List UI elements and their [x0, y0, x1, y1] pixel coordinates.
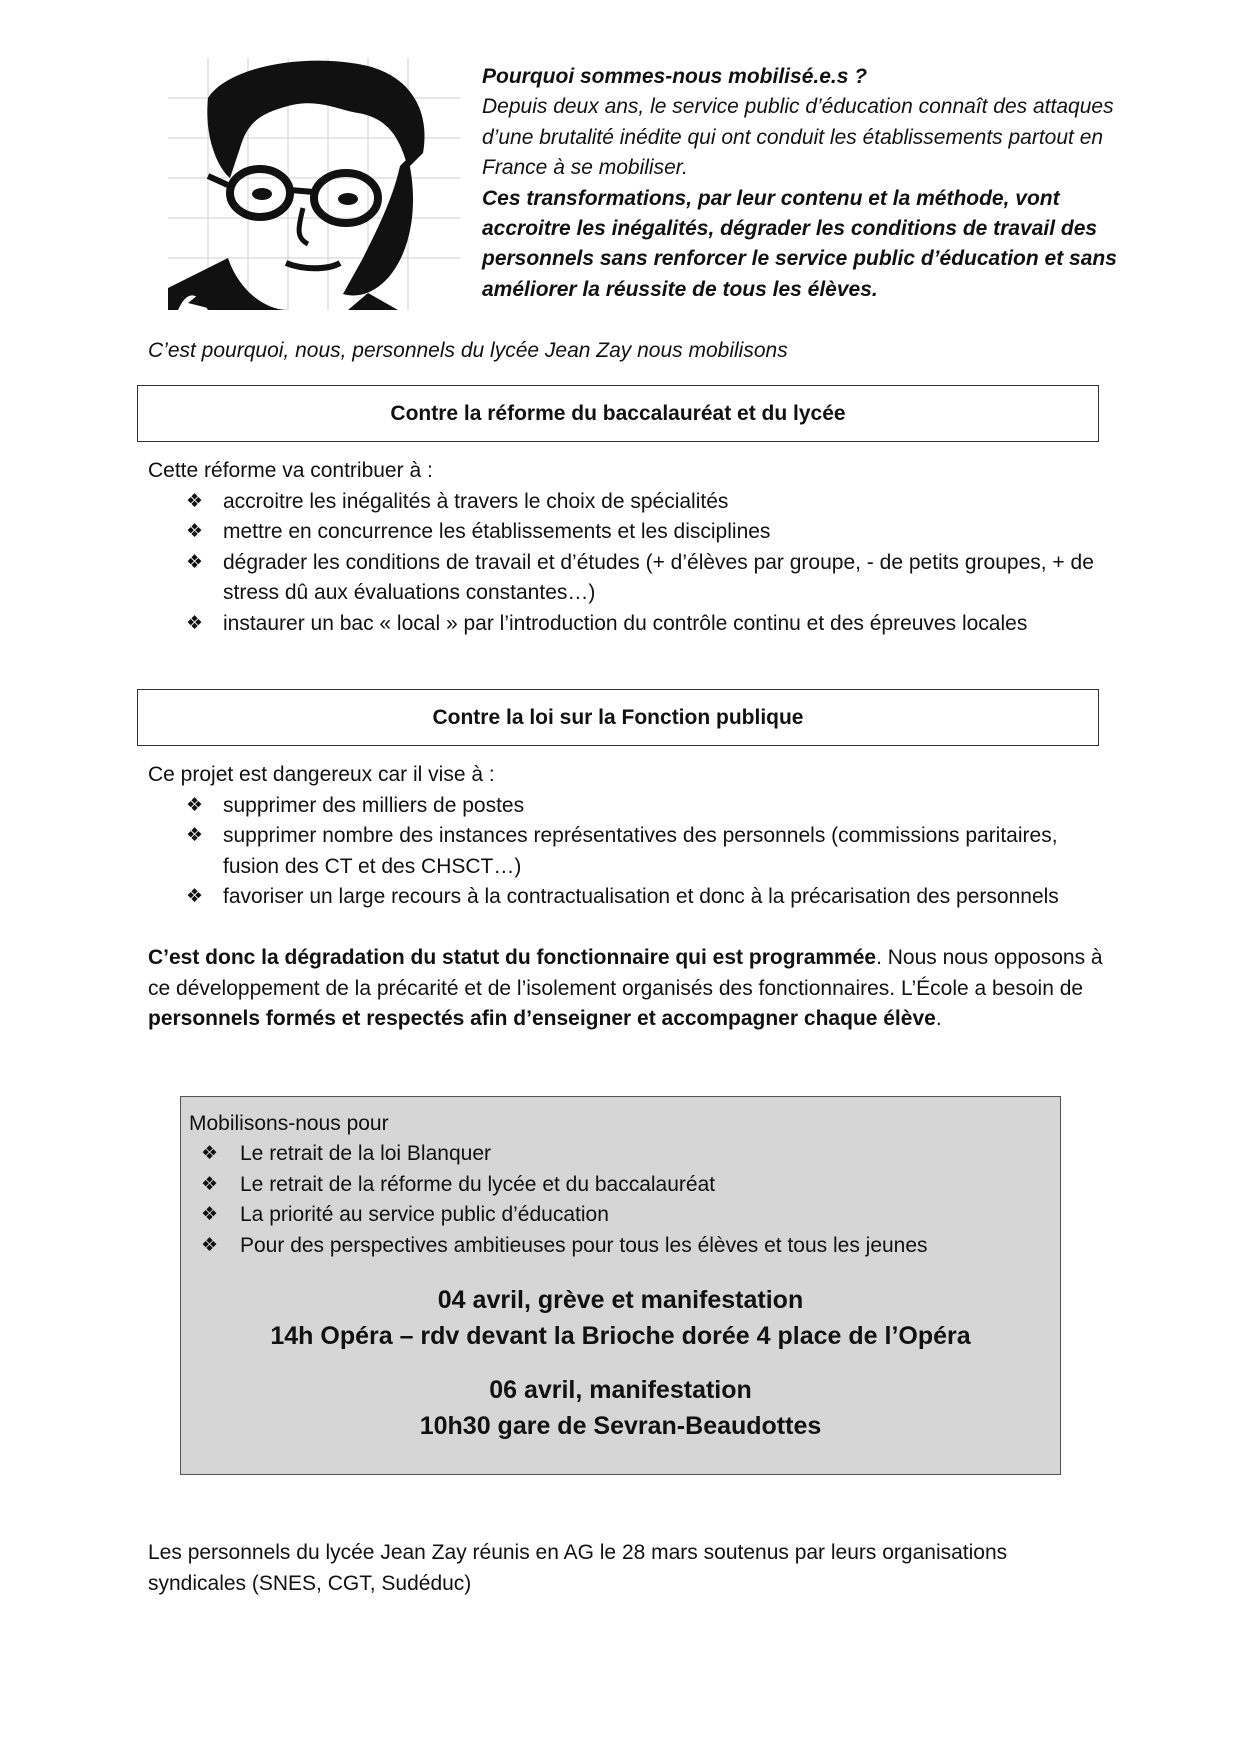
section-fonction-publique-body [148, 760, 1108, 913]
conclusion-text-1: . Nous nous opposons à ce développement de la précarité et de l’isolement organisés des fonctionnaires. L’École a besoin de [148, 946, 1103, 1000]
diamond-bullet-icon: ❖ [201, 1234, 219, 1256]
list-item: ❖ instaurer un bac « local » par l’introduction du contrôle continu et des épreuves locales [186, 609, 1108, 640]
section-title-fonction-publique: Contre la loi sur la Fonction publique [137, 689, 1099, 746]
diamond-bullet-icon: ❖ [186, 825, 204, 846]
footer-signature: Les personnels du lycée Jean Zay réunis en AG le 28 mars soutenus par leurs organisations syndicales (SNES, CGT, Sudéduc) [148, 1541, 1008, 1595]
conclusion-bold-1: C’est donc la dégradation du statut du fonctionnaire qui est programmée [148, 946, 877, 969]
diamond-bullet-icon: ❖ [186, 886, 204, 907]
diamond-bullet-icon: ❖ [201, 1204, 219, 1225]
mobilisation-list [201, 1139, 928, 1261]
list-item: ❖ accroitre les inégalités à travers le choix de spécialités [186, 487, 1108, 518]
intro-question: Pourquoi sommes-nous mobilisé.e.s ? [482, 65, 868, 88]
list-item: ❖ Le retrait de la réforme du lycée et du baccalauréat [201, 1170, 928, 1201]
intro-bold-text: Ces transformations, par leur contenu et la méthode, vont accroitre les inégalités, dégrader les conditions de travail des personnels sans renforcer le service public d’éducation et sans améliorer la réussite de tous les élèves. [482, 186, 1117, 301]
portrait-image [168, 58, 460, 310]
list-item: ❖ mettre en concurrence les établissements et les disciplines [186, 517, 1108, 548]
event-06-avril-details: 10h30 gare de Sevran-Beaudottes [419, 1411, 822, 1440]
conclusion-paragraph [148, 943, 1108, 1035]
section-fonction-publique-list [186, 791, 1108, 913]
event-06-avril [181, 1373, 1060, 1444]
section-reforme-body [148, 456, 1108, 639]
intro-block [482, 62, 1122, 305]
list-item: ❖ Pour des perspectives ambitieuses pour tous les élèves et tous les jeunes [201, 1231, 928, 1262]
list-item: ❖ supprimer nombre des instances représentatives des personnels (commissions paritaires, fusion des CT et des CHSCT…) [186, 821, 1108, 882]
diamond-bullet-icon: ❖ [201, 1143, 219, 1164]
section-title-reforme: Contre la réforme du baccalauréat et du lycée [137, 385, 1099, 442]
lead-sentence: C’est pourquoi, nous, personnels du lycée Jean Zay nous mobilisons [148, 339, 788, 362]
conclusion-text-2: . [935, 1007, 942, 1030]
list-item: ❖ dégrader les conditions de travail et d’études (+ d’élèves par groupe, - de petits groupes, + de stress dû aux évaluations constantes…) [186, 548, 1108, 609]
list-item: ❖ favoriser un large recours à la contractualisation et donc à la précarisation des personnels [186, 882, 1108, 913]
conclusion-bold-2: personnels formés et respectés afin d’enseigner et accompagner chaque élève [148, 1007, 936, 1030]
event-04-avril-title: 04 avril, grève et manifestation [437, 1286, 804, 1314]
diamond-bullet-icon: ❖ [186, 521, 204, 542]
event-04-avril-details: 14h Opéra – rdv devant la Brioche dorée 4 place de l’Opéra [270, 1321, 971, 1350]
diamond-bullet-icon: ❖ [186, 612, 204, 634]
diamond-bullet-icon: ❖ [186, 794, 204, 816]
event-04-avril [181, 1283, 1060, 1354]
mobilisation-box [180, 1096, 1061, 1475]
mobilisation-intro: Mobilisons-nous pour [189, 1112, 389, 1135]
section-reforme-list [186, 487, 1108, 640]
list-item: ❖ La priorité au service public d’éducation [201, 1200, 928, 1231]
intro-text: Depuis deux ans, le service public d’éducation connaît des attaques d’une brutalité inédite qui ont conduit les établissements partout en France à se mobiliser. [482, 95, 1114, 180]
section-reforme-intro: Cette réforme va contribuer à : [148, 459, 433, 482]
list-item: ❖ supprimer des milliers de postes [186, 791, 1108, 822]
diamond-bullet-icon: ❖ [186, 551, 204, 573]
diamond-bullet-icon: ❖ [186, 490, 204, 512]
list-item: ❖ Le retrait de la loi Blanquer [201, 1139, 928, 1170]
diamond-bullet-icon: ❖ [201, 1173, 219, 1195]
event-06-avril-title: 06 avril, manifestation [489, 1376, 752, 1404]
section-fonction-publique-intro: Ce projet est dangereux car il vise à : [148, 763, 495, 786]
